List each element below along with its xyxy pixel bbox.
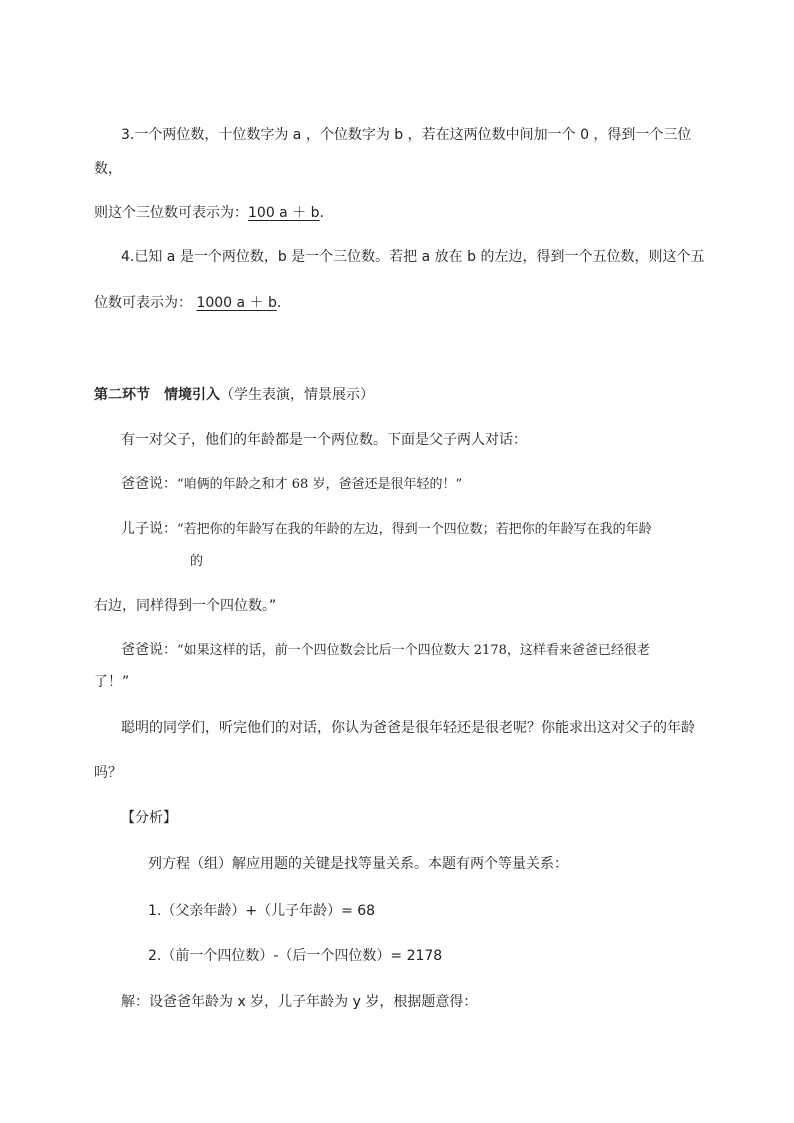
section2-heading-bold: 第二环节 情境引入 <box>94 387 220 403</box>
dad-text-1: “咱俩的年龄之和才 68 岁，爸爸还是很年轻的！” <box>177 477 463 492</box>
q4-answer-suffix: . <box>276 295 282 311</box>
solution-line: 解：设爸爸年龄为 x 岁，儿子年龄为 y 岁，根据题意得： <box>121 994 478 1010</box>
section2-heading <box>94 386 374 404</box>
dad-dialogue-2 <box>121 641 650 660</box>
q3-answer: 100 a ＋ b <box>248 205 320 221</box>
dad-speaker-2: 爸爸说： <box>121 642 177 658</box>
son-text-line1: “若把你的年龄写在我的年龄的左边，得到一个四位数；若把你的年龄写在我的年龄 <box>177 522 652 537</box>
son-text-line2: 的 <box>190 554 204 569</box>
q4-answer-prefix: 位数可表示为： <box>94 295 192 311</box>
relation-1: 1.（父亲年龄）+（儿子年龄）= 68 <box>148 903 376 919</box>
son-speaker: 儿子说： <box>121 521 177 537</box>
section2-heading-rest: （学生表演，情景展示） <box>220 387 374 403</box>
analysis-key: 列方程（组）解应用题的关键是找等量关系。本题有两个等量关系： <box>148 856 568 872</box>
dad-text-2-line2: 了！” <box>94 674 130 690</box>
q3-answer-prefix: 则这个三位数可表示为： <box>94 205 248 221</box>
q4-line1: 4.已知 a 是一个两位数，b 是一个三位数。若把 a 放在 b 的左边，得到一个五位数，则这个五 <box>121 249 705 265</box>
relation-2: 2.（前一个四位数）-（后一个四位数）= 2178 <box>148 948 443 964</box>
question-line2: 吗？ <box>94 765 122 781</box>
q3-answer-suffix: . <box>319 205 324 221</box>
question-line1: 聪明的同学们，听完他们的对话，你认为爸爸是很年轻还是很老呢？你能求出这对父子的年龄 <box>121 720 695 736</box>
section2-intro: 有一对父子，他们的年龄都是一个两位数。下面是父子两人对话： <box>121 432 527 448</box>
q3-line2: 数， <box>94 161 122 177</box>
q3-line1: 3.一个两位数，十位数字为 a ，个位数字为 b ，若在这两位数中间加一个 0 ，得到一个三位 <box>121 127 692 143</box>
q4-line2 <box>94 294 281 312</box>
analysis-label: 【分析】 <box>121 810 177 826</box>
son-dialogue <box>121 520 652 539</box>
dad-dialogue-1 <box>121 475 462 494</box>
q3-line3 <box>94 204 324 222</box>
q4-answer: 1000 a ＋ b <box>196 295 277 311</box>
dad-text-2-line1: “如果这样的话，前一个四位数会比后一个四位数大 2178，这样看来爸爸已经很老 <box>177 643 650 658</box>
dad-speaker-1: 爸爸说： <box>121 476 177 492</box>
son-text-line3: 右边，同样得到一个四位数。” <box>94 598 277 614</box>
